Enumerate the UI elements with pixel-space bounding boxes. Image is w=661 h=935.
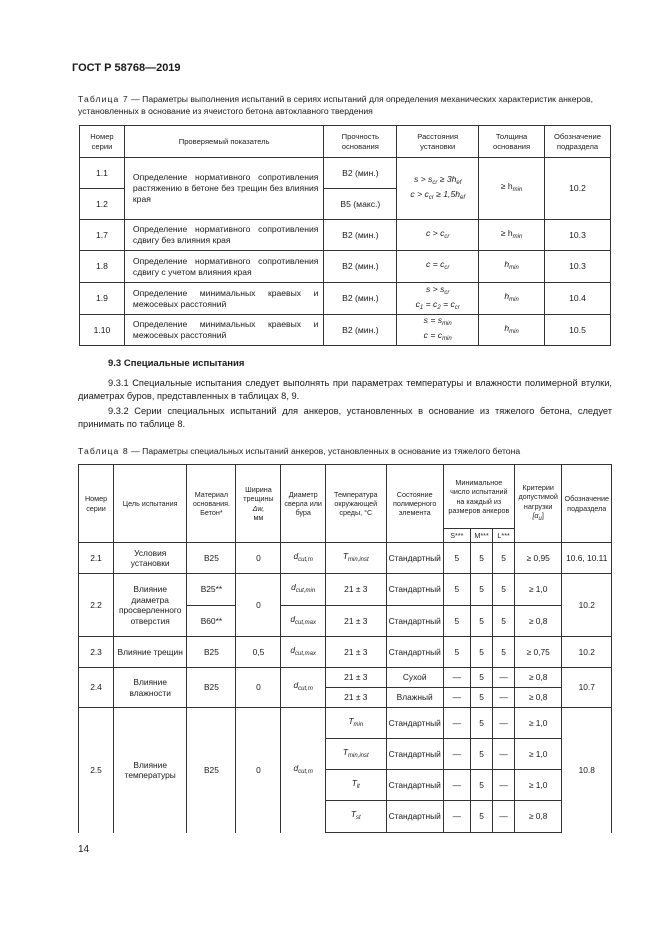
table7-col-n: Номер серии	[80, 126, 125, 158]
cell-section: 10.2	[545, 158, 611, 220]
cell-material: В60**	[187, 606, 236, 637]
cell-distance: $c = c_{cr}$	[397, 251, 479, 283]
cell-section: 10.2	[562, 637, 612, 668]
table-row	[80, 158, 611, 189]
cell-thickness: ≥ $h_{min}$	[479, 220, 545, 251]
cell-L: 5	[493, 574, 515, 606]
cell-indicator: Определение минимальных краевых и межосевых расстояний	[124, 315, 323, 346]
cell-temp: 21 ± 3	[326, 688, 387, 708]
table7-col-strength: Прочность основания	[324, 126, 397, 158]
cell-material: В25	[187, 637, 236, 668]
table7-col-distance: Расстояния установки	[397, 126, 479, 158]
table8-col-drill: Диаметр сверла или бура	[281, 465, 326, 543]
cell-drill: $d_{cut,max}$	[281, 606, 326, 637]
cell-M: 5	[470, 739, 493, 770]
table8-header-row	[79, 465, 612, 529]
cell-state: Стандартный	[386, 708, 443, 739]
cell-state: Стандартный	[386, 801, 443, 833]
cell-criteria: ≥ 1,0	[514, 574, 562, 606]
cell-material: В25**	[187, 574, 236, 606]
cell-L: —	[493, 770, 515, 801]
cell-goal: Влияние диаметра просверленного отверстия	[114, 574, 187, 637]
page-number: 14	[78, 844, 90, 855]
table8-col-section: Обозначение подраздела	[562, 465, 612, 543]
cell-state: Стандартный	[386, 637, 443, 668]
cell-criteria: ≥ 0,95	[514, 543, 562, 574]
cell-S: —	[443, 770, 470, 801]
cell-temp: $T_{min,inst}$	[326, 739, 387, 770]
cell-temp: 21 ± 3	[326, 574, 387, 606]
cell-strength: В2 (мин.)	[324, 283, 397, 315]
cell-criteria: ≥ 0,75	[514, 637, 562, 668]
table8-col-material: Материал основания. Бетон*	[187, 465, 236, 543]
cell-M: 5	[470, 708, 493, 739]
cell-temp: $T_{min}$	[326, 708, 387, 739]
cell-S: —	[443, 708, 470, 739]
table8-col-M: M***	[470, 529, 493, 543]
cell-section: 10.7	[562, 668, 612, 708]
cell-temp: $T_{min,inst}$	[326, 543, 387, 574]
cell-indicator: Определение минимальных краевых и межосевых расстояний	[124, 283, 323, 315]
cell-series: 1.1	[80, 158, 125, 189]
cell-criteria: ≥ 1,0	[514, 770, 562, 801]
cell-distance: $s > s_{cr} \ge 3h_{ef}$ $c > c_{cr} \ge 1,5h_{ef}$	[397, 158, 479, 220]
cell-crack: 0,5	[236, 637, 281, 668]
paragraph-9-3-2: 9.3.2 Серии специальных испытаний для анкеров, установленных в основание из тяжелого бетона, следует принимать по таблице 8.	[78, 406, 612, 429]
table7-col-section: Обозначение подраздела	[545, 126, 611, 158]
cell-thickness: ≥ $h_{min}$	[479, 158, 545, 220]
cell-section: 10.2	[562, 574, 612, 637]
cell-state: Стандартный	[386, 770, 443, 801]
table7	[79, 125, 611, 346]
cell-section: 10.5	[545, 315, 611, 346]
cell-criteria: ≥ 1,0	[514, 739, 562, 770]
cell-state: Стандартный	[386, 543, 443, 574]
cell-drill: $d_{cut,max}$	[281, 637, 326, 668]
table7-col-thickness: Толщина основания	[479, 126, 545, 158]
cell-series: 1.7	[80, 220, 125, 251]
table7-caption: Таблица 7 — Параметры выполнения испытаний в сериях испытаний для определения механических характеристик анкеров, установленных в основание из ячеистого бетона автоклавного твердения	[78, 94, 593, 116]
cell-strength: В2 (мин.)	[324, 315, 397, 346]
table-row	[79, 543, 612, 574]
cell-L: 5	[493, 637, 515, 668]
cell-M: 5	[470, 574, 493, 606]
cell-L: —	[493, 801, 515, 833]
cell-thickness: $h_{min}$	[479, 283, 545, 315]
cell-state: Стандартный	[386, 739, 443, 770]
cell-crack: 0	[236, 708, 281, 833]
cell-drill: $d_{cut,m}$	[281, 708, 326, 833]
cell-crack: 0	[236, 543, 281, 574]
cell-indicator: Определение нормативного сопротивления растяжению в бетоне без трещин без влияния края	[124, 158, 323, 220]
cell-crack: 0	[236, 574, 281, 637]
cell-indicator: Определение нормативного сопротивления сдвигу с учетом влияния края	[124, 251, 323, 283]
document-header: ГОСТ Р 58768—2019	[72, 62, 181, 74]
cell-series: 2.4	[79, 668, 114, 708]
cell-M: 5	[470, 606, 493, 637]
cell-drill: $d_{cut,m}$	[281, 543, 326, 574]
cell-strength: В2 (мин.)	[324, 158, 397, 189]
cell-temp: $T_{st}$	[326, 801, 387, 833]
table-row	[79, 708, 612, 739]
cell-strength: В2 (мин.)	[324, 251, 397, 283]
table7-header-row	[80, 126, 611, 158]
cell-material: В25	[187, 668, 236, 708]
table-row	[80, 220, 611, 251]
table-row	[79, 668, 612, 688]
cell-temp: 21 ± 3	[326, 606, 387, 637]
paragraph-9-3-1: 9.3.1 Специальные испытания следует выполнять при параметрах температуры и влажности полимерной втулки, диаметрах буров, представленных в таблицах 8, 9.	[78, 378, 612, 401]
cell-L: —	[493, 668, 515, 688]
cell-series: 1.8	[80, 251, 125, 283]
table8-col-criteria: Критерии допустимой нагрузки $[\alpha_u]$	[514, 465, 562, 543]
cell-L: 5	[493, 543, 515, 574]
cell-goal: Влияние трещин	[114, 637, 187, 668]
cell-series: 1.9	[80, 283, 125, 315]
table8-col-L: L***	[493, 529, 515, 543]
table8	[78, 464, 612, 833]
cell-S: —	[443, 739, 470, 770]
cell-L: —	[493, 708, 515, 739]
cell-series: 1.2	[80, 189, 125, 220]
cell-S: 5	[443, 606, 470, 637]
cell-criteria: ≥ 0,8	[514, 606, 562, 637]
cell-distance: $s > s_{cr}$ $c_1 = c_2 = c_{cr}$	[397, 283, 479, 315]
cell-S: —	[443, 688, 470, 708]
cell-temp: 21 ± 3	[326, 668, 387, 688]
cell-L: 5	[493, 606, 515, 637]
cell-state: Стандартный	[386, 606, 443, 637]
cell-S: 5	[443, 637, 470, 668]
cell-temp: 21 ± 3	[326, 637, 387, 668]
cell-S: —	[443, 801, 470, 833]
cell-M: 5	[470, 801, 493, 833]
cell-M: 5	[470, 688, 493, 708]
cell-thickness: $h_{min}$	[479, 251, 545, 283]
table8-col-min-tests: Минимальное число испытаний на каждый из размеров анкеров	[443, 465, 514, 529]
table-row	[80, 251, 611, 283]
cell-series: 2.5	[79, 708, 114, 833]
cell-L: —	[493, 688, 515, 708]
table-row	[80, 315, 611, 346]
cell-series: 2.2	[79, 574, 114, 637]
table-row	[80, 283, 611, 315]
table8-col-temp: Температура окружающей среды, °C	[326, 465, 387, 543]
cell-section: 10.8	[562, 708, 612, 833]
cell-S: 5	[443, 543, 470, 574]
cell-section: 10.3	[545, 220, 611, 251]
table-row	[79, 574, 612, 606]
cell-material: В25	[187, 543, 236, 574]
cell-S: 5	[443, 574, 470, 606]
cell-section: 10.6, 10.11	[562, 543, 612, 574]
cell-L: —	[493, 739, 515, 770]
cell-state: Стандартный	[386, 574, 443, 606]
cell-drill: $d_{cut,min}$	[281, 574, 326, 606]
cell-section: 10.3	[545, 251, 611, 283]
cell-state: Влажный	[386, 688, 443, 708]
cell-goal: Условия установки	[114, 543, 187, 574]
table7-col-indicator: Проверяемый показатель	[124, 126, 323, 158]
cell-goal: Влияние температуры	[114, 708, 187, 833]
cell-section: 10.4	[545, 283, 611, 315]
cell-distance: $s = s_{min}$ $c = c_{min}$	[397, 315, 479, 346]
table8-col-goal: Цель испытания	[114, 465, 187, 543]
cell-series: 1.10	[80, 315, 125, 346]
cell-criteria: ≥ 1,0	[514, 708, 562, 739]
cell-M: 5	[470, 668, 493, 688]
cell-criteria: ≥ 0,8	[514, 801, 562, 833]
cell-goal: Влияние влажности	[114, 668, 187, 708]
section-title: 9.3 Специальные испытания	[108, 358, 245, 369]
cell-crack: 0	[236, 668, 281, 708]
table8-col-state: Состояние полимерного элемента	[386, 465, 443, 543]
table8-col-S: S***	[443, 529, 470, 543]
cell-state: Сухой	[386, 668, 443, 688]
table8-caption: Таблица 8 — Параметры специальных испытаний анкеров, установленных в основание из тяжелого бетона	[78, 446, 521, 456]
cell-criteria: ≥ 0,8	[514, 668, 562, 688]
cell-strength: В5 (макс.)	[324, 189, 397, 220]
table8-col-crack: Ширина трещины Δw, мм	[236, 465, 281, 543]
cell-S: —	[443, 668, 470, 688]
table8-col-n: Номер серии	[79, 465, 114, 543]
cell-series: 2.3	[79, 637, 114, 668]
cell-criteria: ≥ 0,8	[514, 688, 562, 708]
cell-indicator: Определение нормативного сопротивления сдвигу без влияния края	[124, 220, 323, 251]
cell-series: 2.1	[79, 543, 114, 574]
cell-M: 5	[470, 543, 493, 574]
cell-drill: $d_{cut,m}$	[281, 668, 326, 708]
cell-thickness: $h_{min}$	[479, 315, 545, 346]
table-row	[79, 637, 612, 668]
cell-M: 5	[470, 637, 493, 668]
cell-distance: $c > c_{cr}$	[397, 220, 479, 251]
cell-M: 5	[470, 770, 493, 801]
cell-material: В25	[187, 708, 236, 833]
cell-strength: В2 (мин.)	[324, 220, 397, 251]
cell-temp: $T_{lt}$	[326, 770, 387, 801]
